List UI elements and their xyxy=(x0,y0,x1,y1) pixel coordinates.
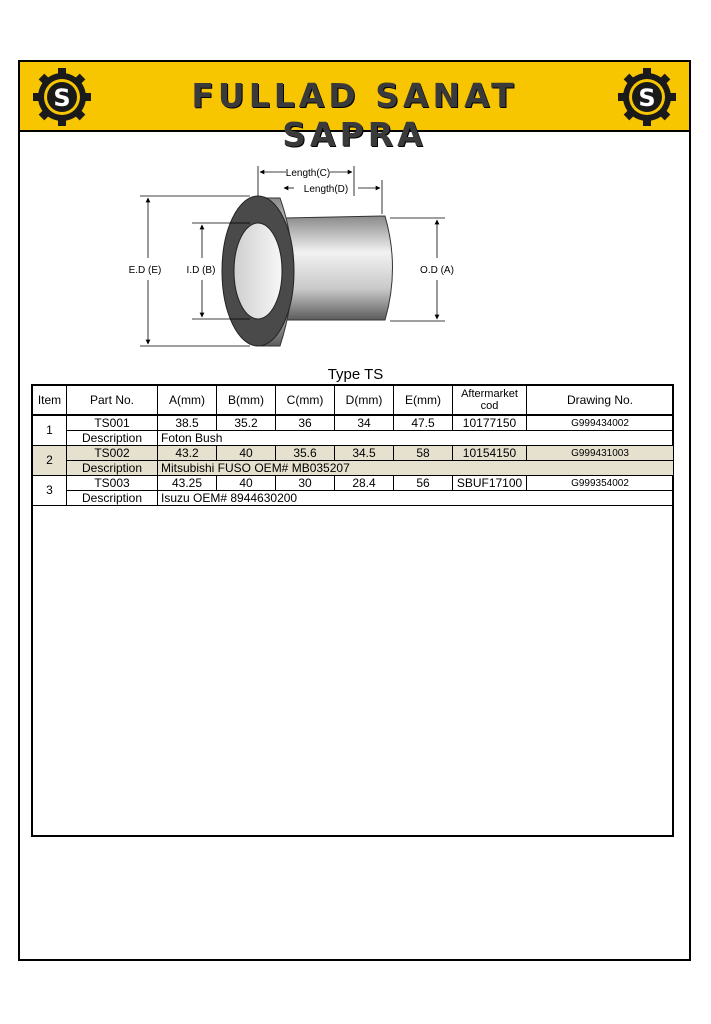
parts-table xyxy=(32,385,674,506)
drawing-no-cell: G999434002 xyxy=(527,415,674,431)
drawing-no-cell: G999431003 xyxy=(527,446,674,461)
table-row xyxy=(33,415,674,431)
a-cell: 43.2 xyxy=(158,446,217,461)
d-cell: 28.4 xyxy=(335,476,394,491)
aftermarket-cell: SBUF17100 xyxy=(453,476,527,491)
ed-label: E.D (E) xyxy=(128,265,162,276)
description-row xyxy=(33,461,674,476)
company-title: FULLAD SANAT SAPRA xyxy=(191,76,518,154)
e-cell: 47.5 xyxy=(394,415,453,431)
item-number: 3 xyxy=(33,476,67,506)
part-no-cell: TS003 xyxy=(67,476,158,491)
header-drawing-no: Drawing No. xyxy=(527,386,674,416)
header-part-no: Part No. xyxy=(67,386,158,416)
a-cell: 43.25 xyxy=(158,476,217,491)
description-label: Description xyxy=(67,461,158,476)
table-row xyxy=(33,476,674,491)
description-label: Description xyxy=(67,491,158,506)
item-number: 2 xyxy=(33,446,67,476)
header-aftermarket: Aftermarket cod xyxy=(453,386,527,416)
part-no-cell: TS002 xyxy=(67,446,158,461)
part-no-cell: TS001 xyxy=(67,415,158,431)
aftermarket-cell: 10177150 xyxy=(453,415,527,431)
b-cell: 35.2 xyxy=(217,415,276,431)
table-row xyxy=(33,446,674,461)
c-cell: 30 xyxy=(276,476,335,491)
header-b: B(mm) xyxy=(217,386,276,416)
company-logo-right xyxy=(617,67,677,127)
length-d-label: Length(D) xyxy=(303,184,349,195)
header-d: D(mm) xyxy=(335,386,394,416)
description-cell: Isuzu OEM# 8944630200 xyxy=(158,491,674,506)
description-cell: Foton Bush xyxy=(158,431,674,446)
logo-letter: S xyxy=(53,84,71,112)
table-header-row xyxy=(33,386,674,416)
company-logo-left xyxy=(32,67,92,127)
length-c-label: Length(C) xyxy=(285,168,331,179)
e-cell: 56 xyxy=(394,476,453,491)
od-label: O.D (A) xyxy=(420,265,454,276)
bushing-drawing xyxy=(100,158,480,358)
header-item: Item xyxy=(33,386,67,416)
id-label: I.D (B) xyxy=(186,265,216,276)
c-cell: 36 xyxy=(276,415,335,431)
b-cell: 40 xyxy=(217,446,276,461)
drawing-no-cell: G999354002 xyxy=(527,476,674,491)
b-cell: 40 xyxy=(217,476,276,491)
aftermarket-cell: 10154150 xyxy=(453,446,527,461)
c-cell: 35.6 xyxy=(276,446,335,461)
description-label: Description xyxy=(67,431,158,446)
description-row xyxy=(33,491,674,506)
d-cell: 34 xyxy=(335,415,394,431)
table-title: Type TS xyxy=(327,366,384,383)
item-number: 1 xyxy=(33,415,67,446)
header-a: A(mm) xyxy=(158,386,217,416)
e-cell: 58 xyxy=(394,446,453,461)
description-row xyxy=(33,431,674,446)
header-banner xyxy=(20,62,689,154)
header-c: C(mm) xyxy=(276,386,335,416)
header-e: E(mm) xyxy=(394,386,453,416)
d-cell: 34.5 xyxy=(335,446,394,461)
a-cell: 38.5 xyxy=(158,415,217,431)
logo-letter: S xyxy=(638,84,656,112)
description-cell: Mitsubishi FUSO OEM# MB035207 xyxy=(158,461,674,476)
